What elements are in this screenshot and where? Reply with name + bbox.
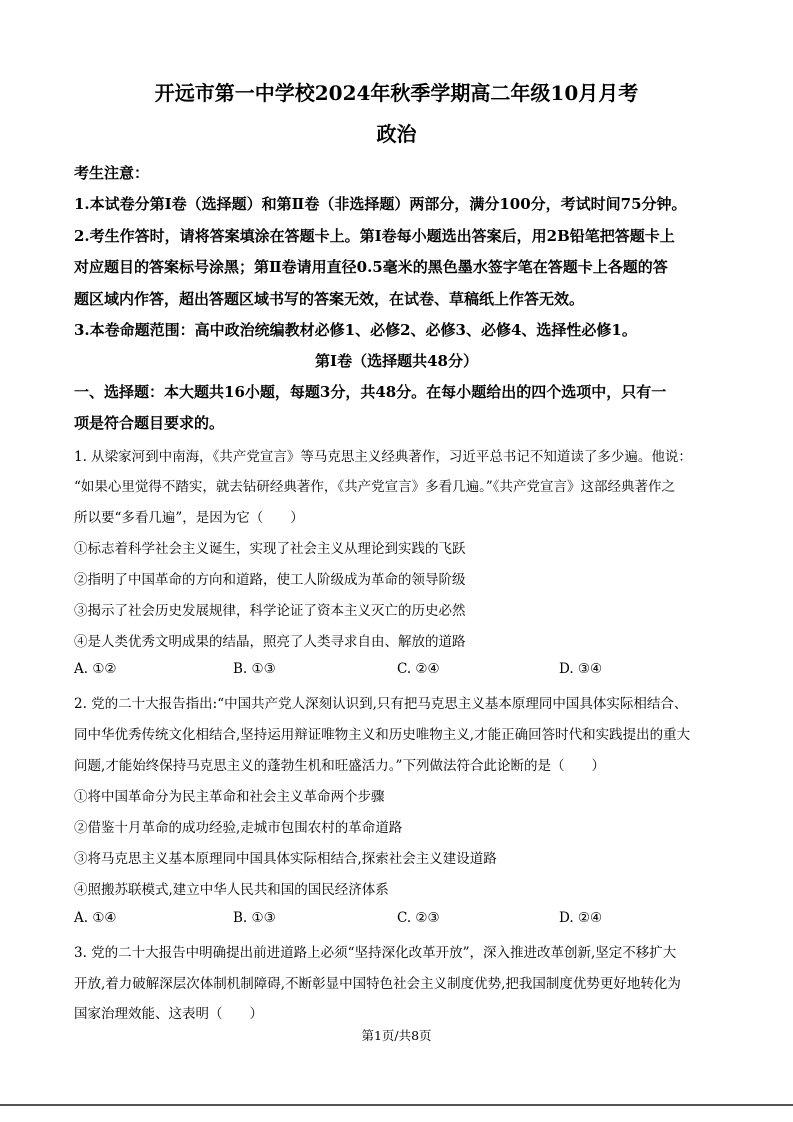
section-title: 第Ⅰ卷（选择题共48分）	[315, 352, 478, 370]
q2-statement-2: ②借鉴十月革命的成功经验,走城市包围农村的革命道路	[74, 820, 403, 836]
notice-line-2: 2.考生作答时，请将答案填涂在答题卡上。第Ⅰ卷每小题选出答案后，用2B铅笔把答题卡上	[74, 227, 675, 245]
q1-stem-1: 1. 从梁家河到中南海，《共产党宣言》等马克思主义经典著作，习近平总书记不知道读了多少遍。他说：	[74, 449, 692, 465]
q2-stem-1: 2. 党的二十大报告指出:“中国共产党人深刻认识到,只有把马克思主义基本原理同中国具体实际相结合、	[74, 696, 688, 712]
section-instruction-1: 一、选择题：本大题共16小题，每题3分，共48分。在每小题给出的四个选项中，只有一	[74, 383, 667, 401]
q3-stem-2: 开放,着力破解深层次体制机制障碍,不断彰显中国特色社会主义制度优势,把我国制度优势更好地转化为	[74, 976, 681, 992]
exam-title: 开远市第一中学校2024年秋季学期高二年级10月月考	[154, 81, 639, 105]
q1-statement-2: ②指明了中国革命的方向和道路，使工人阶级成为革命的领导阶级	[74, 572, 466, 588]
notice-line-5: 3.本卷命题范围：高中政治统编教材必修1、必修2、必修3、必修4、选择性必修1。	[74, 321, 637, 339]
q2-option-a: A. ①④	[74, 910, 117, 926]
page-number: 第1页/共8页	[361, 1028, 432, 1043]
q1-statement-4: ④是人类优秀文明成果的结晶，照亮了人类寻求自由、解放的道路	[74, 634, 466, 650]
q3-stem-3: 国家治理效能、这表明（ ）	[74, 1006, 263, 1022]
q1-option-a: A. ①②	[74, 661, 117, 677]
notice-line-4: 题区域内作答，超出答题区域书写的答案无效，在试卷、草稿纸上作答无效。	[74, 290, 585, 308]
q2-option-b: B. ①③	[233, 910, 276, 926]
q2-statement-1: ①将中国革命分为民主革命和社会主义革命两个步骤	[74, 789, 385, 805]
q1-option-b: B. ①③	[233, 661, 276, 677]
section-instruction-2: 项是符合题目要求的。	[74, 414, 225, 432]
q2-stem-2: 同中华优秀传统文化相结合,坚持运用辩证唯物主义和历史唯物主义,才能正确回答时代和实践提出的重大	[74, 727, 691, 743]
subject-title: 政治	[376, 122, 417, 146]
q1-statement-1: ①标志着科学社会主义诞生，实现了社会主义从理论到实践的飞跃	[74, 541, 466, 557]
q2-stem-3: 问题,才能始终保持马克思主义的蓬勃生机和旺盛活力。”下列做法符合此论断的是（ ）	[74, 758, 605, 774]
q1-stem-2: “如果心里觉得不踏实，就去钻研经典著作，《共产党宣言》多看几遍。”《共产党宣言》这部经典著作之	[74, 479, 676, 495]
notice-line-1: 1.本试卷分第Ⅰ卷（选择题）和第Ⅱ卷（非选择题）两部分，满分100分，考试时间75分钟。	[74, 195, 687, 213]
q1-option-d: D. ③④	[559, 661, 603, 677]
q2-statement-4: ④照搬苏联模式,建立中华人民共和国的国民经济体系	[74, 882, 389, 898]
q2-statement-3: ③将马克思主义基本原理同中国具体实际相结合,探索社会主义建设道路	[74, 851, 497, 867]
q3-stem-1: 3. 党的二十大报告中明确提出前进道路上必须“坚持深化改革开放”，深入推进改革创新,坚定不移扩大	[74, 945, 677, 961]
q1-option-c: C. ②④	[397, 661, 440, 677]
notice-heading: 考生注意：	[74, 164, 150, 182]
page-bottom-divider	[0, 1104, 793, 1106]
notice-line-3: 对应题目的答案标号涂黑；第Ⅱ卷请用直径0.5毫米的黑色墨水签字笔在答题卡上各题的答	[74, 258, 668, 276]
q1-stem-3: 所以要“多看几遍”，是因为它（ ）	[74, 510, 304, 526]
q2-option-c: C. ②③	[397, 910, 440, 926]
q1-statement-3: ③揭示了社会历史发展规律，科学论证了资本主义灭亡的历史必然	[74, 603, 466, 619]
q2-option-d: D. ②④	[559, 910, 603, 926]
